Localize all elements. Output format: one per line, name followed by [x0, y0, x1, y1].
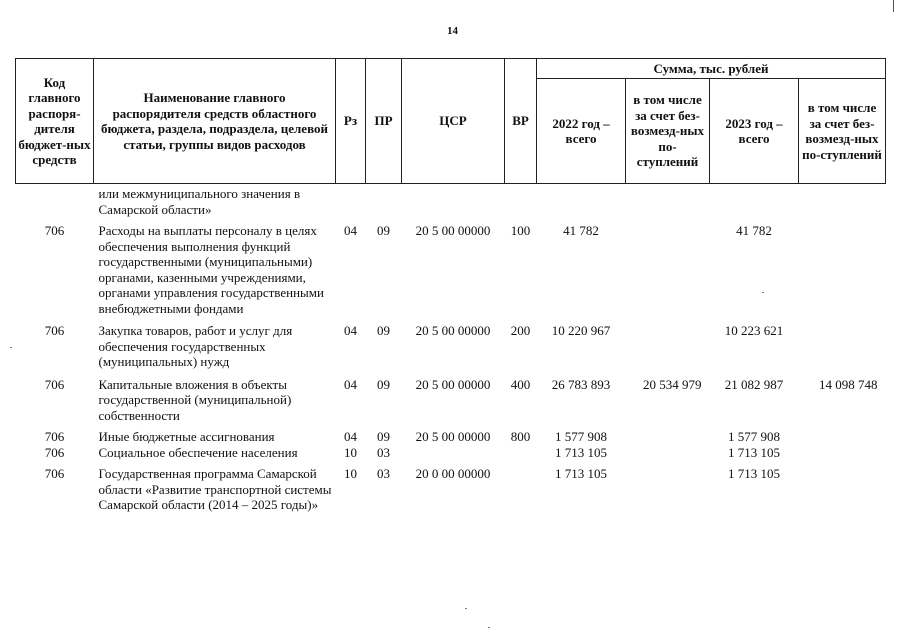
row-2023-total: 1 577 908 [728, 429, 780, 444]
table-row [16, 445, 886, 461]
row-code: 706 [44, 323, 65, 338]
row-name: Государственная программа Самарской области «Развитие транспортной системы Самарской области (2014 – 2025 годы)» [98, 466, 332, 512]
scan-speck [465, 608, 467, 609]
row-code: 706 [44, 444, 65, 460]
row-2023-total: 21 082 987 [724, 376, 784, 392]
row-2022-free [626, 460, 710, 513]
row-2022-free: 20 534 979 [643, 376, 702, 392]
row-csr [402, 445, 505, 461]
row-name: или межмуниципального значения в Самарской области» [98, 186, 301, 217]
row-rz: 10 [344, 466, 357, 481]
row-2023-free [799, 423, 886, 445]
row-2023-free [799, 460, 886, 513]
row-rz: 04 [344, 429, 357, 444]
row-vr: 100 [510, 223, 531, 238]
row-2022-total: 1 713 105 [555, 466, 607, 481]
header-2022-total: 2022 год – всего [537, 79, 626, 184]
row-2023-free [799, 316, 886, 370]
row-vr [505, 184, 537, 218]
table-row [16, 316, 886, 370]
table-row [16, 217, 886, 316]
row-2022-total [537, 184, 626, 218]
budget-table [15, 58, 886, 513]
row-2023-free [799, 217, 886, 316]
row-csr: 20 5 00 00000 [415, 223, 491, 238]
row-2022-total: 41 782 [563, 223, 599, 238]
row-2023-total: 41 782 [736, 223, 772, 238]
row-pr: 09 [377, 223, 390, 238]
header-csr: ЦСР [402, 59, 505, 184]
row-2022-total: 26 783 893 [551, 376, 611, 392]
row-csr: 20 5 00 00000 [415, 376, 491, 392]
row-2022-free [626, 184, 710, 218]
row-2023-total: 10 223 621 [724, 323, 784, 338]
row-2023-total: 1 713 105 [728, 466, 780, 481]
row-name: Социальное обеспечение населения [98, 444, 298, 460]
row-2023-free [799, 445, 886, 461]
page-edge-line [893, 0, 894, 12]
row-2022-total: 1 577 908 [555, 429, 607, 444]
header-2023-free: в том числе за счет без-возмезд-ных по-ступлений [799, 79, 886, 184]
row-2022-free [626, 217, 710, 316]
row-code: 706 [44, 223, 65, 238]
row-code: 706 [44, 466, 65, 481]
header-2023-total: 2023 год – всего [710, 79, 799, 184]
row-rz: 04 [344, 323, 357, 338]
header-sum-title: Сумма, тыс. рублей [537, 59, 886, 79]
row-vr: 400 [510, 376, 531, 392]
row-vr [505, 445, 537, 461]
row-code: 706 [44, 429, 65, 444]
row-2022-total: 10 220 967 [551, 323, 611, 338]
row-name: Расходы на выплаты персоналу в целях обеспечения выполнения функций государственными (муниципальными) органами, казенными учреждениями, органами управления государственными внебюджетными фондами [98, 223, 324, 316]
row-rz [336, 184, 366, 218]
table-row [16, 460, 886, 513]
row-vr: 800 [510, 429, 531, 444]
header-vr: ВР [505, 59, 537, 184]
row-csr: 20 5 00 00000 [415, 429, 491, 444]
row-2023-free: 14 098 748 [819, 376, 878, 392]
row-vr: 200 [510, 323, 531, 338]
row-pr: 09 [377, 376, 390, 392]
row-pr: 09 [377, 429, 390, 444]
row-2022-total: 1 713 105 [555, 444, 607, 460]
row-2022-free [626, 445, 710, 461]
page-number: 14 [447, 25, 458, 37]
header-rz: Рз [336, 59, 366, 184]
row-name: Иные бюджетные ассигнования [98, 429, 275, 444]
scan-speck [10, 347, 12, 348]
row-2022-free [626, 316, 710, 370]
row-pr [366, 184, 402, 218]
scan-speck [488, 627, 490, 628]
table-row [16, 370, 886, 424]
header-pr: ПР [366, 59, 402, 184]
row-pr: 09 [377, 323, 390, 338]
header-code: Код главного распоря-дителя бюджет-ных средств [16, 59, 94, 184]
row-pr: 03 [377, 444, 390, 460]
row-2023-free [799, 184, 886, 218]
row-csr [402, 184, 505, 218]
table-body [16, 184, 886, 513]
row-code: 706 [44, 376, 65, 392]
header-2022-free: в том числе за счет без-возмезд-ных по-ступлений [626, 79, 710, 184]
table-row [16, 423, 886, 445]
row-vr [505, 460, 537, 513]
header-name: Наименование главного распорядителя средств областного бюджета, раздела, подраздела, целевой статьи, группы видов расходов [94, 59, 336, 184]
row-rz: 10 [344, 444, 357, 460]
row-csr: 20 0 00 00000 [415, 466, 491, 481]
row-2022-free [626, 423, 710, 445]
row-rz: 04 [344, 223, 357, 238]
row-pr: 03 [377, 466, 390, 481]
scan-speck [762, 292, 764, 293]
table-row [16, 184, 886, 218]
row-name: Капитальные вложения в объекты государственной (муниципальной) собственности [98, 376, 292, 423]
row-csr: 20 5 00 00000 [415, 323, 491, 338]
row-2023-total [710, 184, 799, 218]
row-rz: 04 [344, 376, 357, 392]
row-2023-total: 1 713 105 [728, 444, 780, 460]
row-name: Закупка товаров, работ и услуг для обеспечения государственных (муниципальных) нужд [98, 323, 293, 369]
row-code [16, 184, 94, 218]
